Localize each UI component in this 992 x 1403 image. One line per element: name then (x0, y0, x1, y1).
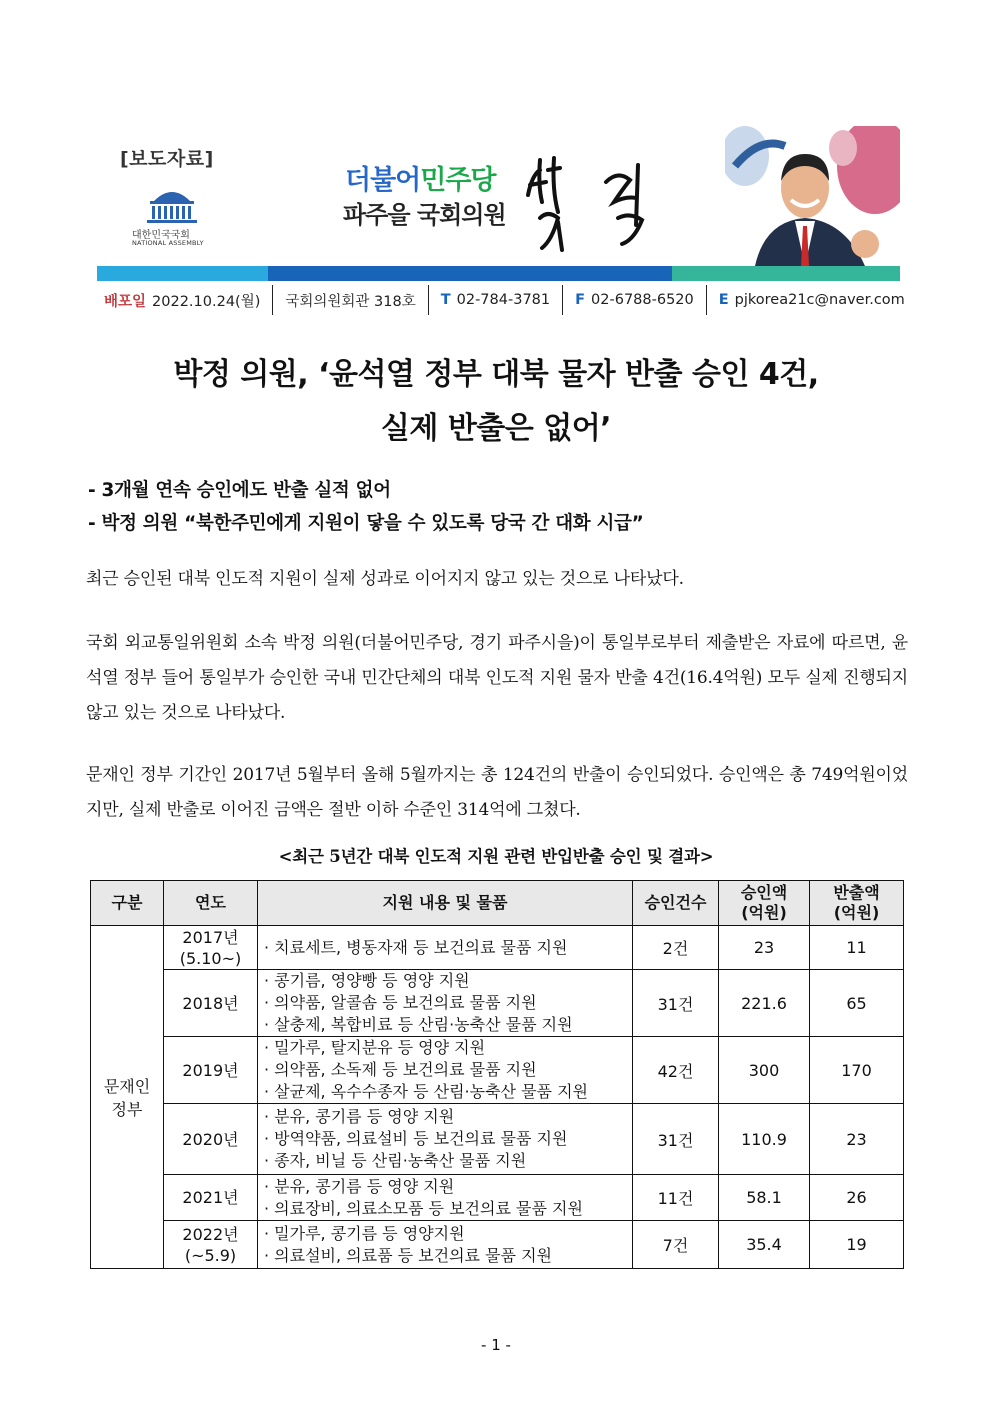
headline (0, 348, 992, 456)
row-group-label: 문재인 정부 (91, 926, 164, 1269)
cell-count: 7건 (633, 1221, 719, 1269)
subheadlines (88, 474, 644, 540)
cell-count: 31건 (633, 1104, 719, 1175)
headline-line-2: 실제 반출은 없어’ (380, 411, 612, 446)
item-line: · 의약품, 소독제 등 보건의료 물품 지원 (264, 1060, 537, 1079)
release-date-value: 2022.10.24(월) (152, 293, 261, 310)
telephone-value: 02-784-3781 (456, 292, 551, 308)
cell-approved-amount: 23 (719, 926, 810, 970)
politician-portrait-photo (725, 126, 900, 266)
cell-year: 2019년 (164, 1037, 258, 1104)
item-line: · 의료설비, 의료품 등 보건의료 물품 지원 (264, 1245, 552, 1265)
table-row (91, 1037, 904, 1104)
table-row (91, 1104, 904, 1175)
telephone (429, 285, 563, 315)
cell-count: 42건 (633, 1037, 719, 1104)
assembly-name-english: NATIONAL ASSEMBLY (132, 239, 204, 247)
cell-year: 2017년 (5.10~) (164, 926, 258, 970)
cell-exported-amount: 170 (810, 1037, 904, 1104)
header-approved-amount: 승인액 (억원) (719, 881, 810, 926)
header-color-band-1 (97, 266, 268, 281)
email-value: pjkorea21c@naver.com (734, 292, 905, 308)
cell-count: 11건 (633, 1175, 719, 1221)
cell-approved-amount: 221.6 (719, 970, 810, 1037)
cell-items (258, 1221, 633, 1269)
cell-count: 2건 (633, 926, 719, 970)
cell-items (258, 926, 633, 970)
district-title: 파주을 국회의원 (343, 201, 506, 229)
release-date-label: 배포일 (104, 293, 147, 310)
cell-items (258, 1037, 633, 1104)
headline-line-1: 박정 의원, ‘윤석열 정부 대북 물자 반출 승인 4건, (173, 357, 819, 392)
page-number: - 1 - (481, 1336, 511, 1354)
item-line: · 분유, 콩기름 등 영양 지원 (264, 1176, 455, 1196)
header-exported-amount: 반출액 (억원) (810, 881, 904, 926)
party-name-part2: 민주당 (420, 165, 496, 196)
item-line: · 의약품, 알콜솜 등 보건의료 물품 지원 (264, 993, 537, 1012)
press-release-tag: [보도자료] (120, 148, 214, 170)
cell-year: 2018년 (164, 970, 258, 1037)
table-header-row (91, 881, 904, 926)
table-row (91, 926, 904, 970)
cell-count: 31건 (633, 970, 719, 1037)
office-location-value: 국회의원회관 318호 (285, 293, 416, 310)
cell-exported-amount: 19 (810, 1221, 904, 1269)
header-color-band-2 (268, 266, 672, 281)
office-location (273, 285, 428, 315)
party-name (345, 158, 496, 197)
fax-value: 02-6788-6520 (591, 292, 694, 308)
item-line: · 살충제, 복합비료 등 산림·농축산 물품 지원 (264, 1015, 573, 1034)
release-date (92, 285, 273, 315)
fax-label: F (575, 292, 586, 308)
header-count: 승인건수 (633, 881, 719, 926)
table-row (91, 1221, 904, 1269)
cell-approved-amount: 300 (719, 1037, 810, 1104)
subheadline-2: - 박정 의원 “북한주민에게 지원이 닿을 수 있도록 당국 간 대화 시급” (88, 513, 644, 534)
item-line: · 밀가루, 콩기름 등 영양지원 (264, 1223, 465, 1243)
item-line: · 콩기름, 영양빵 등 영양 지원 (264, 971, 470, 990)
item-line: · 방역약품, 의료설비 등 보건의료 물품 지원 (264, 1129, 568, 1148)
item-line: · 밀가루, 탈지분유 등 영양 지원 (264, 1038, 486, 1057)
cell-approved-amount: 110.9 (719, 1104, 810, 1175)
cell-items (258, 1175, 633, 1221)
cell-approved-amount: 35.4 (719, 1221, 810, 1269)
header-category: 구분 (91, 881, 164, 926)
fax (563, 285, 707, 315)
table-row (91, 1175, 904, 1221)
press-release-header (0, 0, 992, 330)
contact-bar (92, 283, 904, 317)
humanitarian-aid-table (90, 880, 904, 1269)
table-caption: <최근 5년간 대북 인도적 지원 관련 반입반출 승인 및 결과> (278, 847, 714, 866)
header-items: 지원 내용 및 물품 (258, 881, 633, 926)
cell-exported-amount: 65 (810, 970, 904, 1037)
assembly-name-korean: 대한민국국회 (132, 230, 190, 241)
subheadline-1: - 3개월 연속 승인에도 반출 실적 없어 (88, 480, 391, 501)
header-year: 연도 (164, 881, 258, 926)
item-line: · 치료세트, 병동자재 등 보건의료 물품 지원 (264, 937, 568, 957)
cell-exported-amount: 23 (810, 1104, 904, 1175)
telephone-label: T (440, 292, 451, 308)
item-line: · 의료장비, 의료소모품 등 보건의료 물품 지원 (264, 1198, 583, 1218)
body-paragraph-1: 최근 승인된 대북 인도적 지원이 실제 성과로 이어지지 않고 있는 것으로 나타났다. (86, 569, 684, 589)
item-line: · 살균제, 옥수수종자 등 산림·농축산 물품 지원 (264, 1082, 588, 1101)
cell-approved-amount: 58.1 (719, 1175, 810, 1221)
national-assembly-logo-icon (137, 183, 207, 225)
cell-year: 2022년 (~5.9) (164, 1221, 258, 1269)
party-name-part1: 더불어 (345, 165, 421, 196)
email (707, 285, 917, 315)
cell-exported-amount: 26 (810, 1175, 904, 1221)
item-line: · 종자, 비닐 등 산림·농축산 물품 지원 (264, 1151, 527, 1170)
cell-exported-amount: 11 (810, 926, 904, 970)
cell-items (258, 1104, 633, 1175)
item-line: · 분유, 콩기름 등 영양 지원 (264, 1107, 455, 1126)
table-row (91, 970, 904, 1037)
cell-items (258, 970, 633, 1037)
header-color-band-3 (672, 266, 900, 281)
body-paragraph-3: 문재인 정부 기간인 2017년 5월부터 올해 5월까지는 총 124건의 반출이 승인되었다. 승인액은 총 749억원이었지만, 실제 반출로 이어진 금액은 절반 이하 수준인 314억에 그쳤다. (86, 765, 908, 820)
cell-year: 2020년 (164, 1104, 258, 1175)
email-label: E (718, 292, 729, 308)
handwritten-signature-icon (518, 140, 668, 255)
cell-year: 2021년 (164, 1175, 258, 1221)
body-paragraph-2: 국회 외교통일위원회 소속 박정 의원(더불어민주당, 경기 파주시을)이 통일부로부터 제출받은 자료에 따르면, 윤석열 정부 들어 통일부가 승인한 국내 민간단체의 대북 인도적 지원 물자 반출 4건(16.4억원) 모두 실제 진행되지 않고 있는 것으로 나타났다. (86, 633, 908, 723)
